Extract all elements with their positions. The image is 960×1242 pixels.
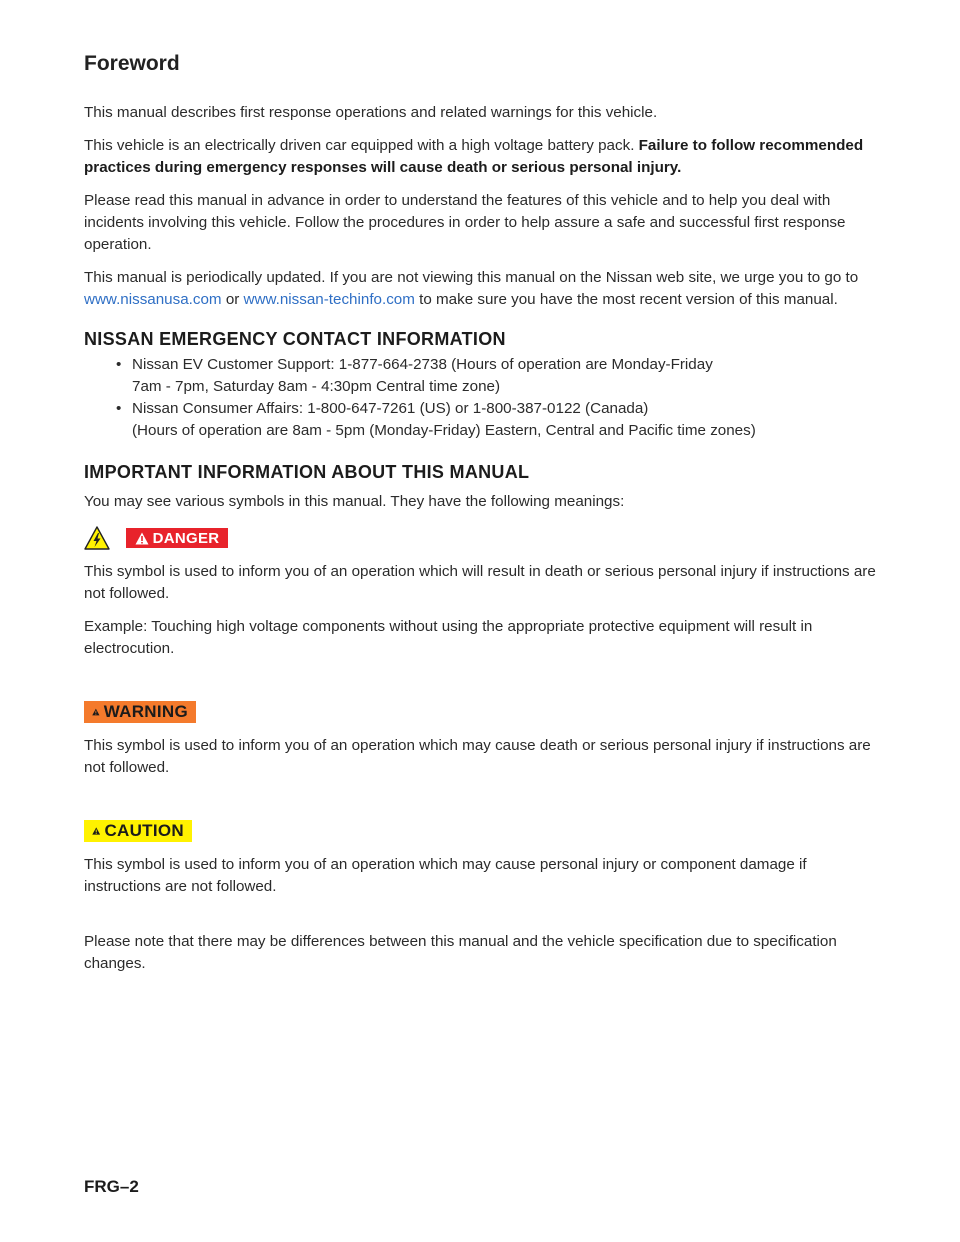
exclamation-triangle-icon xyxy=(135,532,149,545)
important-heading: IMPORTANT INFORMATION ABOUT THIS MANUAL xyxy=(84,462,530,482)
warning-symbol-row xyxy=(84,699,884,725)
list-bullet: • xyxy=(116,356,122,373)
exclamation-triangle-icon xyxy=(92,824,100,838)
contact-line-1: Nissan Consumer Affairs: 1-800-647-7261 (US) or 1-800-387-0122 (Canada) xyxy=(132,400,649,417)
danger-label xyxy=(126,528,228,548)
warning-label xyxy=(84,701,196,723)
contact-heading: NISSAN EMERGENCY CONTACT INFORMATION xyxy=(84,329,506,349)
page-number: FRG–2 xyxy=(84,1177,139,1196)
danger-label-text: DANGER xyxy=(152,529,220,547)
list-bullet: • xyxy=(116,400,122,417)
warning-description: This symbol is used to inform you of an operation which may cause death or serious personal injury if instructions are not followed. xyxy=(84,737,871,776)
symbols-intro: You may see various symbols in this manual. They have the following meanings: xyxy=(84,493,625,510)
intro-paragraph-4-start: This manual is periodically updated. If you are not viewing this manual on the Nissan web site, we urge you to go to xyxy=(84,269,859,286)
contact-line-2: (Hours of operation are 8am - 5pm (Monday-Friday) Eastern, Central and Pacific time zones) xyxy=(132,422,756,439)
caution-symbol-row xyxy=(84,818,884,844)
exclamation-triangle-icon xyxy=(92,705,100,719)
list-item xyxy=(116,398,884,442)
intro-paragraph-4-end: to make sure you have the most recent version of this manual. xyxy=(414,291,838,308)
intro-paragraph-1: This manual describes first response operations and related warnings for this vehicle. xyxy=(84,104,658,121)
danger-example: Example: Touching high voltage components without using the appropriate protective equipment will result in electrocution. xyxy=(84,618,813,657)
nissan-techinfo-link[interactable]: www.nissan-techinfo.com xyxy=(243,291,415,308)
warning-label-text: WARNING xyxy=(103,702,188,721)
contact-list xyxy=(84,354,884,442)
intro-paragraph-3: Please read this manual in advance in order to understand the features of this vehicle and to help you deal with incidents involving this vehicle. Follow the procedures in order to help assure a safe and successful first response operation. xyxy=(84,192,846,253)
nissanusa-link[interactable]: www.nissanusa.com xyxy=(84,291,222,308)
intro-warning-bold: Failure to follow recommended practices during emergency responses will cause death or serious personal injury. xyxy=(84,137,864,176)
caution-label-text: CAUTION xyxy=(104,821,184,840)
list-item xyxy=(116,354,884,398)
caution-description: This symbol is used to inform you of an operation which may cause personal injury or component damage if instructions are not followed. xyxy=(84,856,807,895)
specification-note: Please note that there may be differences between this manual and the vehicle specification due to specification changes. xyxy=(84,933,837,972)
intro-paragraph-2-text: This vehicle is an electrically driven car equipped with a high voltage battery pack. xyxy=(84,137,639,154)
danger-symbol-row xyxy=(84,525,884,551)
high-voltage-warning-icon xyxy=(84,526,110,550)
intro-paragraph-4-or: or xyxy=(221,291,244,308)
contact-line-1: Nissan EV Customer Support: 1-877-664-2738 (Hours of operation are Monday-Friday xyxy=(132,356,713,373)
intro-paragraph-4 xyxy=(84,267,884,311)
caution-label xyxy=(84,820,192,842)
intro-paragraph-2 xyxy=(84,135,884,179)
document-page xyxy=(84,52,884,986)
danger-description: This symbol is used to inform you of an operation which will result in death or serious personal injury if instructions are not followed. xyxy=(84,563,876,602)
contact-line-2: 7am - 7pm, Saturday 8am - 4:30pm Central time zone) xyxy=(132,378,501,395)
page-title: Foreword xyxy=(84,52,180,75)
